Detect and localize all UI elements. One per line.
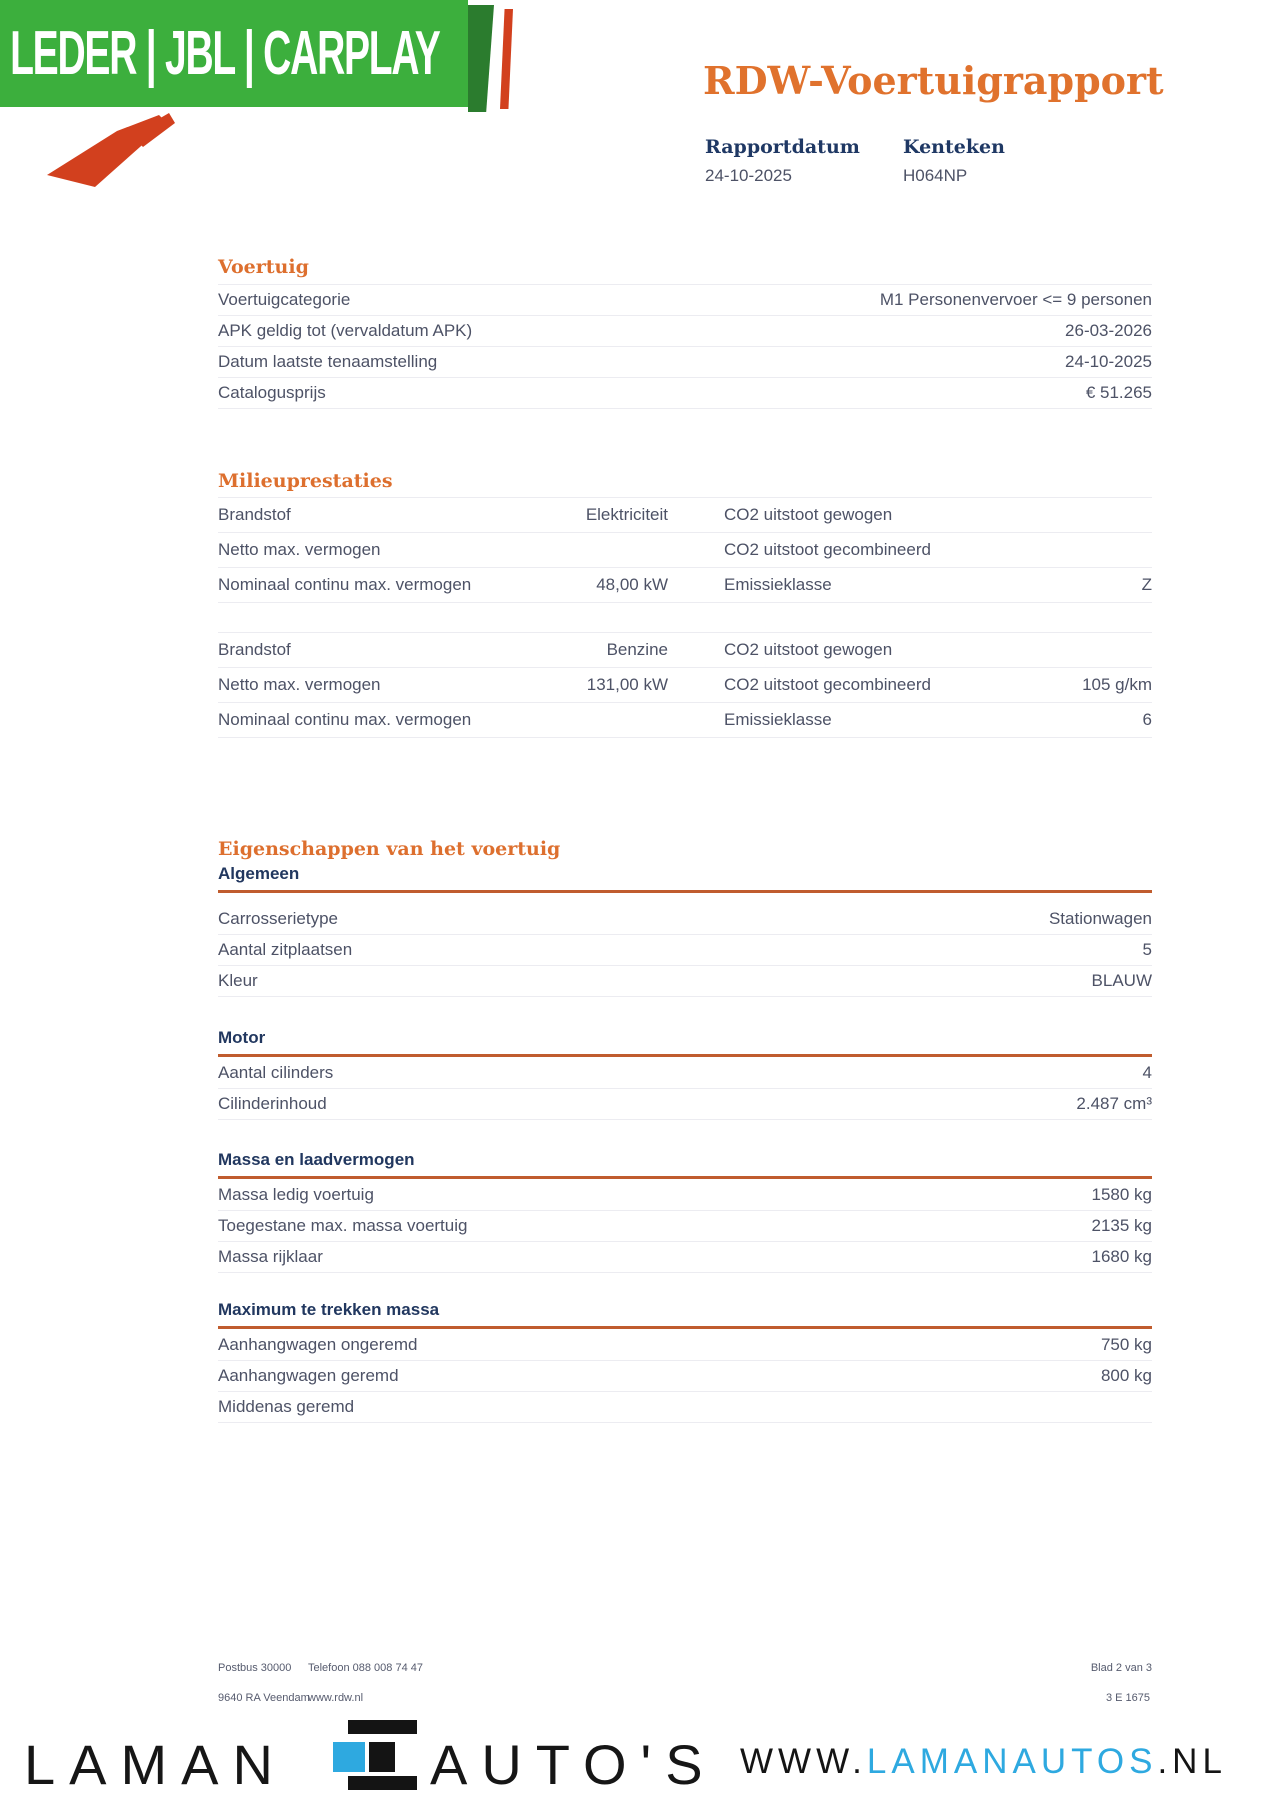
license-plate-value: H064NP — [903, 166, 968, 185]
footer-clipped-line — [0, 1692, 1280, 1701]
row-value: M1 Personenvervoer <= 9 personen — [879, 290, 1152, 309]
promo-ribbon-label: LEDER | JBL | CARPLAY — [10, 19, 440, 88]
milieu-table-elektriciteit — [218, 497, 1152, 603]
flame-logo-icon — [47, 113, 175, 187]
report-date-value: 24-10-2025 — [705, 166, 792, 185]
website-name: LAMANAUTOS — [866, 1742, 1158, 1781]
row-label: Datum laatste tenaamstelling — [218, 352, 438, 371]
logo-blue-square — [333, 1742, 365, 1772]
row-value: BLAUW — [1091, 971, 1152, 990]
table-row — [218, 904, 1152, 935]
row-value: 4 — [1142, 1063, 1152, 1082]
spacer — [668, 533, 724, 567]
table-row — [218, 1089, 1152, 1120]
row-value — [1024, 498, 1152, 532]
row-label: Middenas geremd — [218, 1397, 355, 1416]
footer-address-line2: 9640 RA Veendam — [218, 1692, 310, 1701]
ribbon-fold — [468, 5, 494, 112]
row-label: Brandstof — [218, 640, 291, 659]
ribbon-red-sliver — [500, 9, 513, 109]
page-title: RDW-Voertuigrapport — [703, 58, 1164, 103]
group-algemeen — [218, 904, 1152, 997]
spacer — [668, 703, 724, 737]
row-value: 24-10-2025 — [1065, 352, 1152, 371]
row-value: Elektriciteit — [585, 505, 668, 524]
table-row — [218, 498, 1152, 533]
spacer — [668, 633, 724, 667]
footer-page-number: Blad 2 van 3 — [1090, 1662, 1152, 1674]
table-row — [218, 378, 1152, 409]
row-label: Netto max. vermogen — [218, 675, 381, 694]
row-value — [1024, 633, 1152, 667]
section-heading-eigenschappen: Eigenschappen van het voertuig — [218, 838, 561, 860]
logo-black-square — [369, 1742, 395, 1772]
row-label: Catalogusprijs — [218, 383, 326, 402]
table-row — [218, 1361, 1152, 1392]
row-label: Nominaal continu max. vermogen — [218, 575, 472, 594]
row-label: APK geldig tot (vervaldatum APK) — [218, 321, 473, 340]
table-row — [218, 347, 1152, 378]
dealer-name-right: AUTO'S — [430, 1733, 717, 1796]
row-label: Nominaal continu max. vermogen — [218, 710, 472, 729]
voertuig-table — [218, 284, 1152, 409]
row-value: 1680 kg — [1091, 1247, 1152, 1266]
footer-address-line1: Postbus 30000 — [218, 1662, 292, 1674]
table-row — [218, 316, 1152, 347]
row-value: 48,00 kW — [596, 575, 668, 594]
row-value: 2135 kg — [1091, 1216, 1152, 1235]
row-label: CO2 uitstoot gewogen — [724, 505, 893, 524]
row-label: Emissieklasse — [724, 575, 832, 594]
table-row — [218, 1180, 1152, 1211]
row-value: 750 kg — [1100, 1335, 1152, 1354]
spacer — [668, 568, 724, 602]
footer-phone: Telefoon 088 008 74 47 — [308, 1662, 423, 1674]
row-label: Aantal zitplaatsen — [218, 940, 353, 959]
row-label: CO2 uitstoot gecombineerd — [724, 540, 931, 559]
table-row — [218, 668, 1152, 703]
row-label: Emissieklasse — [724, 710, 832, 729]
row-value: Stationwagen — [1048, 909, 1152, 928]
row-label: Cilinderinhoud — [218, 1094, 327, 1113]
group-title-motor: Motor — [218, 1028, 1152, 1057]
group-motor — [218, 1058, 1152, 1120]
row-value: 5 — [1142, 940, 1152, 959]
group-massa — [218, 1180, 1152, 1273]
row-label: Carrosserietype — [218, 909, 338, 928]
footer-website: www.rdw.nl — [308, 1692, 364, 1701]
row-value — [1024, 533, 1152, 567]
row-label: Massa rijklaar — [218, 1247, 323, 1266]
logo-bar-top — [348, 1720, 417, 1734]
license-plate-label: Kenteken — [903, 136, 1005, 158]
row-label: Aantal cilinders — [218, 1063, 334, 1082]
dealer-name-left: LAMAN — [24, 1733, 287, 1796]
table-row — [218, 1242, 1152, 1273]
table-row — [218, 1392, 1152, 1423]
table-row — [218, 966, 1152, 997]
row-value — [524, 703, 668, 737]
row-label: Massa ledig voertuig — [218, 1185, 374, 1204]
row-label: Kleur — [218, 971, 258, 990]
section-heading-voertuig: Voertuig — [218, 256, 309, 278]
footer-doc-code: 3 E 1675 — [1105, 1692, 1150, 1701]
row-label: Voertuigcategorie — [218, 290, 351, 309]
group-title-algemeen: Algemeen — [218, 864, 1152, 893]
row-value: € 51.265 — [1085, 383, 1152, 402]
table-row — [218, 1330, 1152, 1361]
section-heading-milieu: Milieuprestaties — [218, 470, 393, 492]
website-prefix: WWW. — [740, 1742, 867, 1781]
row-value: 2.487 cm³ — [1076, 1094, 1152, 1113]
row-label: CO2 uitstoot gewogen — [724, 640, 893, 659]
table-row — [218, 568, 1152, 603]
table-row — [218, 935, 1152, 966]
table-row — [218, 633, 1152, 668]
row-value: 800 kg — [1100, 1366, 1152, 1385]
table-row — [218, 285, 1152, 316]
report-date-label: Rapportdatum — [705, 136, 860, 158]
row-value: Benzine — [606, 640, 668, 659]
row-label: Aanhangwagen geremd — [218, 1366, 399, 1385]
table-row — [218, 703, 1152, 738]
spacer — [668, 498, 724, 532]
website-tld: .NL — [1157, 1742, 1227, 1781]
row-value: 105 g/km — [1082, 675, 1152, 694]
promo-ribbon — [0, 0, 468, 107]
row-label: CO2 uitstoot gecombineerd — [724, 675, 931, 694]
row-value: Z — [1141, 575, 1152, 594]
logo-bar-bottom — [348, 1776, 417, 1790]
group-trekken — [218, 1330, 1152, 1423]
dealer-website — [740, 1742, 1227, 1782]
row-value: 131,00 kW — [586, 675, 668, 694]
table-row — [218, 1058, 1152, 1089]
table-row — [218, 1211, 1152, 1242]
row-value — [524, 533, 668, 567]
row-value: 1580 kg — [1091, 1185, 1152, 1204]
group-title-trekken: Maximum te trekken massa — [218, 1300, 1152, 1329]
table-row — [218, 533, 1152, 568]
row-label: Aanhangwagen ongeremd — [218, 1335, 418, 1354]
milieu-table-benzine — [218, 632, 1152, 738]
row-label: Toegestane max. massa voertuig — [218, 1216, 468, 1235]
laman-logo-icon — [333, 1720, 417, 1790]
spacer — [668, 668, 724, 702]
row-label: Netto max. vermogen — [218, 540, 381, 559]
row-label: Brandstof — [218, 505, 291, 524]
row-value: 6 — [1142, 710, 1152, 729]
group-title-massa: Massa en laadvermogen — [218, 1150, 1152, 1179]
row-value: 26-03-2026 — [1065, 321, 1152, 340]
